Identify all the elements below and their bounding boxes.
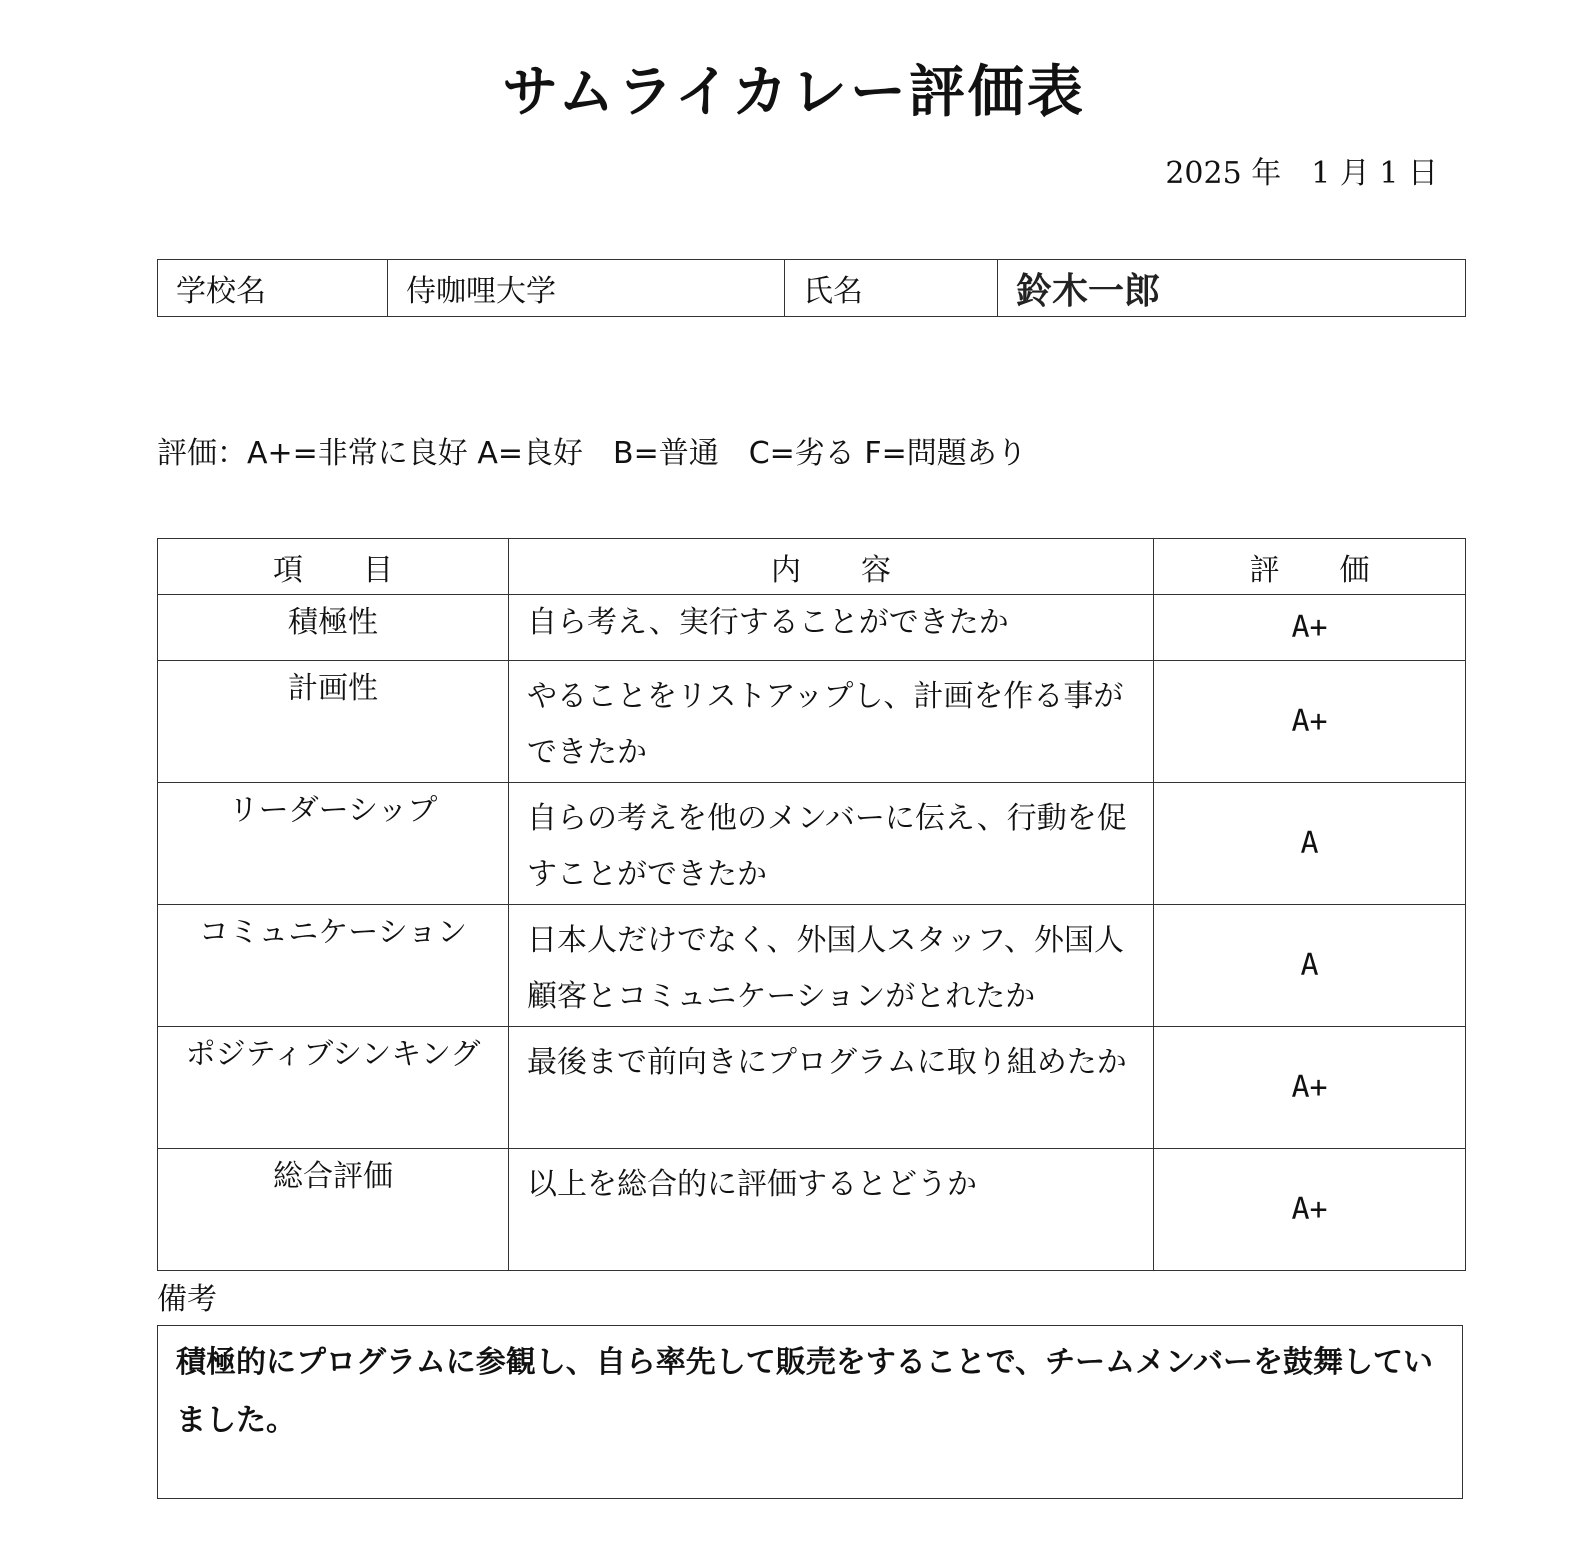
row-grade: A bbox=[1154, 783, 1466, 905]
table-row bbox=[158, 661, 1466, 783]
row-item: ポジティブシンキング bbox=[158, 1027, 509, 1149]
table-row bbox=[158, 595, 1466, 661]
row-description: やることをリストアップし、計画を作る事ができたか bbox=[509, 661, 1154, 783]
row-description: 日本人だけでなく、外国人スタッフ、外国人顧客とコミュニケーションがとれたか bbox=[509, 905, 1154, 1027]
name-value: 鈴木一郎 bbox=[998, 260, 1466, 317]
header-grade: 評 価 bbox=[1154, 539, 1466, 595]
school-label: 学校名 bbox=[158, 260, 388, 317]
row-grade: A+ bbox=[1154, 1149, 1466, 1271]
table-row bbox=[158, 783, 1466, 905]
row-description: 以上を総合的に評価するとどうか bbox=[509, 1149, 1154, 1271]
table-row bbox=[158, 1149, 1466, 1271]
school-value: 侍咖哩大学 bbox=[388, 260, 785, 317]
table-row bbox=[158, 1027, 1466, 1149]
row-description: 最後まで前向きにプログラムに取り組めたか bbox=[509, 1027, 1154, 1149]
info-table bbox=[157, 259, 1466, 317]
row-description: 自ら考え、実行することができたか bbox=[509, 595, 1154, 661]
page-title: サムライカレー評価表 bbox=[502, 60, 1086, 125]
remarks-box: 積極的にプログラムに参観し、自ら率先して販売をすることで、チームメンバーを鼓舞していました。 bbox=[157, 1325, 1463, 1499]
table-row bbox=[158, 905, 1466, 1027]
row-item: 総合評価 bbox=[158, 1149, 509, 1271]
row-grade: A+ bbox=[1154, 1027, 1466, 1149]
evaluation-table bbox=[157, 538, 1466, 1271]
header-content: 内 容 bbox=[509, 539, 1154, 595]
row-item: 積極性 bbox=[158, 595, 509, 661]
row-description: 自らの考えを他のメンバーに伝え、行動を促すことができたか bbox=[509, 783, 1154, 905]
row-item: 計画性 bbox=[158, 661, 509, 783]
grade-legend: 評価：A+=非常に良好 A=良好 B=普通 C=劣る F=問題あり bbox=[157, 436, 1027, 471]
row-item: リーダーシップ bbox=[158, 783, 509, 905]
row-grade: A+ bbox=[1154, 595, 1466, 661]
remarks-label: 備考 bbox=[157, 1282, 217, 1317]
row-item: コミュニケーション bbox=[158, 905, 509, 1027]
row-grade: A bbox=[1154, 905, 1466, 1027]
table-header-row bbox=[158, 539, 1466, 595]
header-item: 項 目 bbox=[158, 539, 509, 595]
document-date: 2025 年 1 月 1 日 bbox=[1165, 156, 1438, 191]
row-grade: A+ bbox=[1154, 661, 1466, 783]
name-label: 氏名 bbox=[785, 260, 998, 317]
